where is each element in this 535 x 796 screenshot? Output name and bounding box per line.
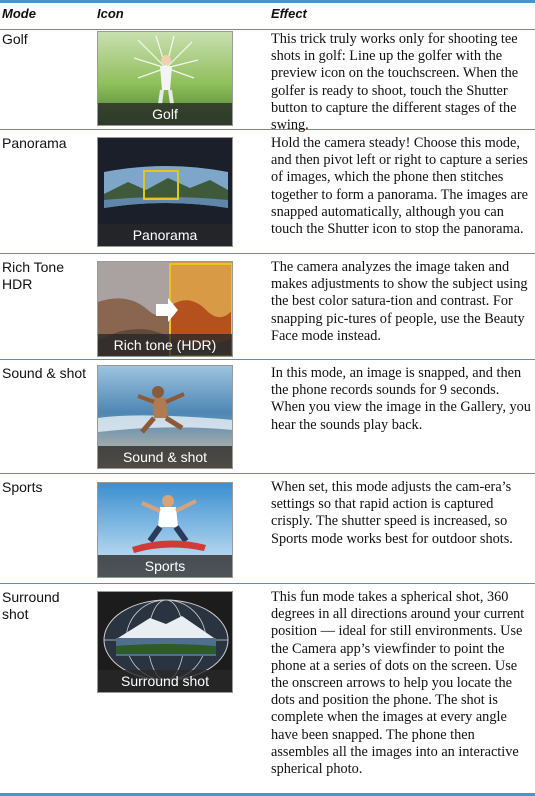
effect-text: In this mode, an image is snapped, and then the phone records sounds for 9 seconds. When you view the image in the Gallery, you hear the sounds play back.: [271, 365, 531, 433]
table-row: [0, 130, 535, 254]
surround-shot-icon: [97, 591, 233, 693]
mode-name: Golf: [2, 31, 28, 47]
effect-text: Hold the camera steady! Choose this mode, and then pivot left or right to capture a series of images, which the phone then stitches together to form a panorama. The images are snapped automatically, although you can touch the Shutter icon to stop the panorama.: [271, 135, 528, 238]
icon-caption: Rich tone (HDR): [98, 334, 232, 356]
panorama-icon: [97, 137, 233, 247]
icon-caption: Sports: [98, 555, 232, 577]
mode-name: Sound & shot: [2, 365, 87, 381]
icon-caption: Sound & shot: [98, 446, 232, 468]
mode-name: Rich Tone HDR: [2, 259, 65, 292]
header-mode: Mode: [2, 6, 36, 21]
header-icon: Icon: [97, 6, 124, 21]
sound-and-shot-icon: [97, 365, 233, 469]
table-row: [0, 26, 535, 134]
effect-text: This fun mode takes a spherical shot, 360 degrees in all directions around your current position — ideal for still environments. Use the Camera app’s viewfinder to point the phone at a series of dots on the screen. Use the onscreen arrows to help you locate the dots and position the phone. The shot is complete when the images at every angle have been snapped. The phone then assembles all the images into an interactive spherical photo.: [271, 589, 525, 778]
effect-text: This trick truly works only for shooting tee shots in golf: Line up the golfer with the preview icon on the touchscreen. When the golfer is ready to shoot, touch the Shutter button to capture the different stages of the swing.: [271, 31, 519, 134]
table-row: [0, 254, 535, 360]
golf-icon: [97, 31, 233, 126]
header-effect: Effect: [271, 6, 307, 21]
sports-icon: [97, 482, 233, 578]
mode-name: Sports: [2, 479, 43, 495]
table-row: [0, 474, 535, 584]
mode-name: Panorama: [2, 135, 67, 151]
table-row: [0, 584, 535, 796]
mode-name: Surround shot: [2, 589, 60, 622]
effect-text: When set, this mode adjusts the cam-era’s settings so that rapid action is captured crisply. The shutter speed is increased, so Sports mode works best for outdoor shots.: [271, 479, 513, 547]
icon-caption: Surround shot: [98, 670, 232, 692]
table-row: [0, 360, 535, 474]
icon-caption: Golf: [98, 103, 232, 125]
rich-tone-hdr-icon: [97, 261, 233, 357]
effect-text: The camera analyzes the image taken and makes adjustments to show the subject using the best color satura-tion and contrast. For snapping pic-tures of people, use the Beauty Face mode instead.: [271, 259, 528, 344]
icon-caption: Panorama: [98, 224, 232, 246]
